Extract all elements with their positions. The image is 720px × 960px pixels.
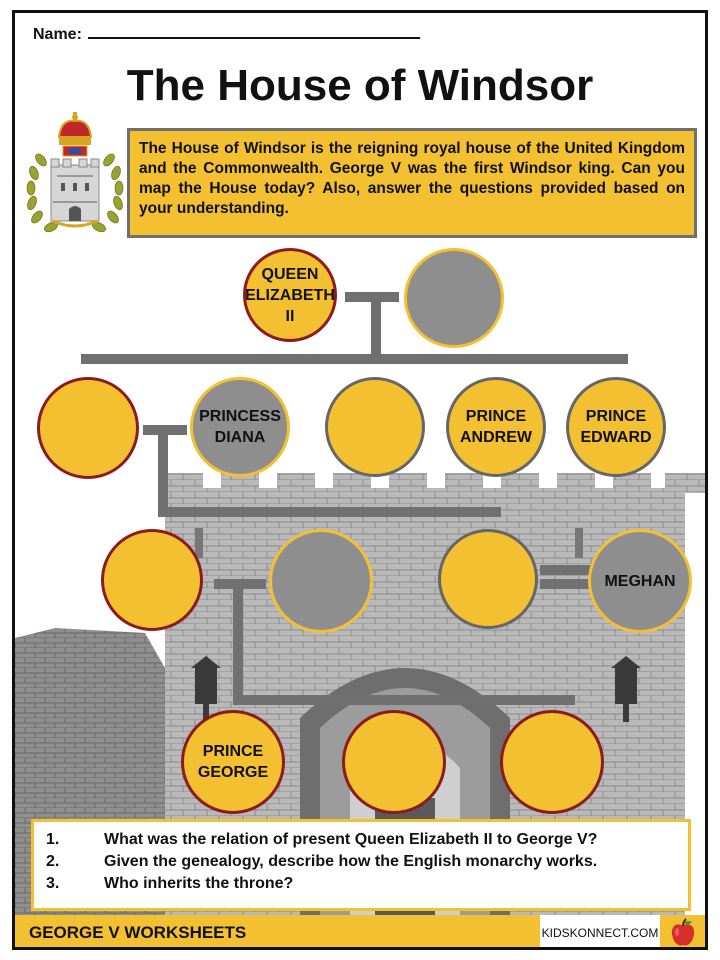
tree-node-row4-2[interactable]	[342, 710, 446, 814]
apple-icon	[667, 917, 699, 949]
tree-node-prince-edward[interactable]: PRINCE EDWARD	[566, 377, 666, 477]
tree-node-row3-1[interactable]	[101, 529, 203, 631]
questions-box	[31, 819, 691, 911]
tree-node-row3-2[interactable]	[269, 529, 373, 633]
tree-node-meghan[interactable]: MEGHAN	[588, 529, 692, 633]
tree-node-prince-george[interactable]: PRINCE GEORGE	[181, 710, 285, 814]
tree-node-queen-elizabeth[interactable]: QUEEN ELIZABETH II	[243, 248, 337, 342]
footer-label: GEORGE V WORKSHEETS	[29, 923, 247, 942]
tree-node-princess-diana[interactable]: PRINCESS DIANA	[190, 377, 290, 477]
family-tree-connectors	[15, 13, 705, 950]
tree-node-row4-3[interactable]	[500, 710, 604, 814]
name-label: Name:	[33, 26, 82, 43]
page-title: The House of Windsor	[126, 61, 594, 110]
question-item: 1. What was the relation of present Queen Elizabeth II to George V?	[46, 831, 598, 848]
intro-box: The House of Windsor is the reigning royal house of the United Kingdom and the Commonwealth. George V was the first Windsor king. Can you map the House today? Also, answer the questions provided based on your understanding.	[127, 128, 697, 238]
tree-node-row2-3[interactable]	[325, 377, 425, 477]
tree-node-row3-3[interactable]	[438, 529, 538, 629]
tree-node-row2-1[interactable]	[37, 377, 139, 479]
question-item: 3. Who inherits the throne?	[46, 875, 294, 892]
worksheet-page	[12, 10, 708, 950]
tree-node-spouse-of-queen[interactable]	[404, 248, 504, 348]
brand-link[interactable]: KIDSKONNECT.COM	[540, 915, 660, 950]
question-item: 2. Given the genealogy, describe how the English monarchy works.	[46, 853, 598, 870]
footer-bar	[15, 915, 705, 950]
tree-node-prince-andrew[interactable]: PRINCE ANDREW	[446, 377, 546, 477]
